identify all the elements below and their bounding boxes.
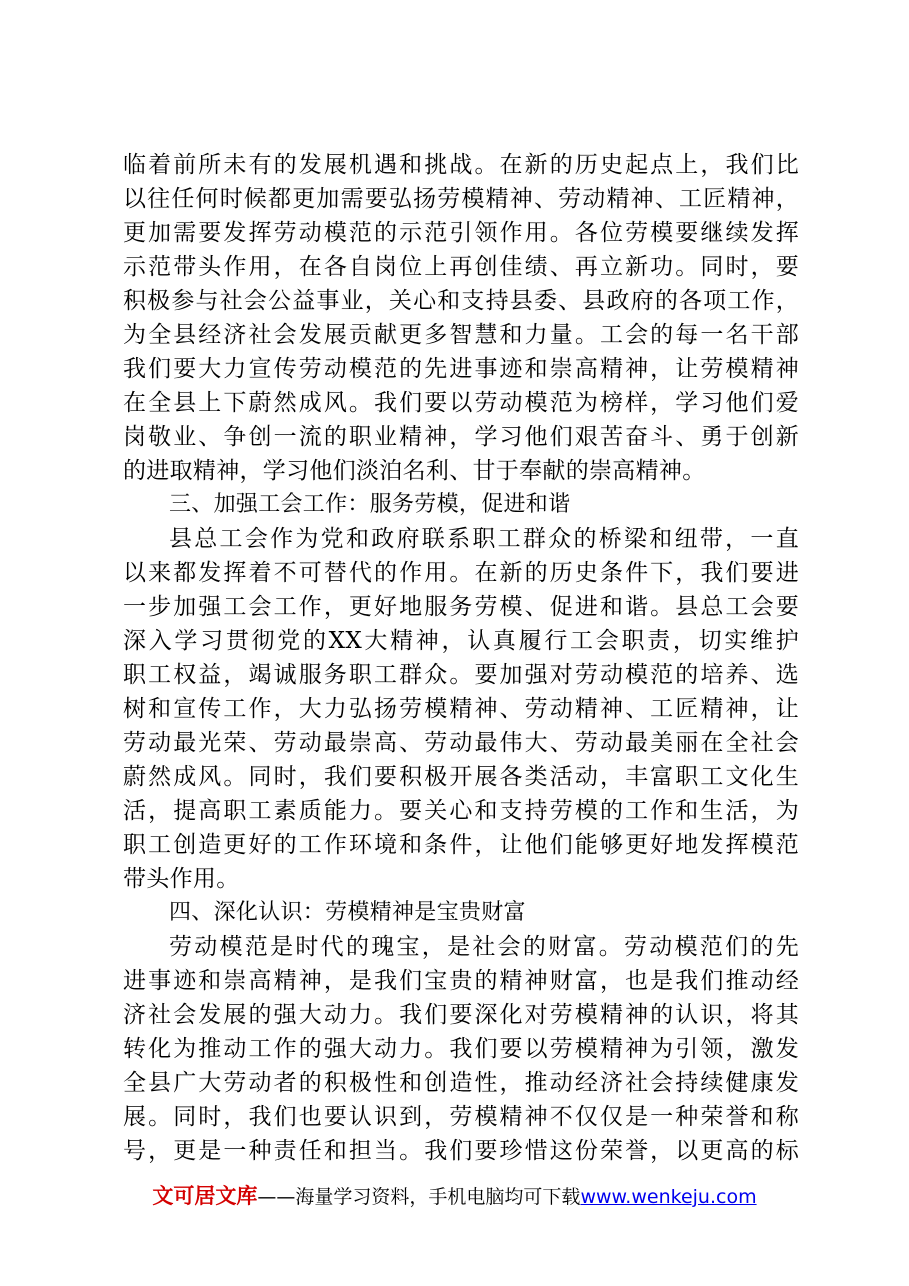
body-line: 积极参与社会公益事业，关心和支持县委、县政府的各项工作， <box>123 288 799 314</box>
body-line: 岗敬业、争创一流的职业精神，学习他们艰苦奋斗、勇于创新 <box>123 424 799 450</box>
body-line: 进事迹和崇高精神，是我们宝贵的精神财富，也是我们推动经 <box>123 968 799 994</box>
body-line: 展。同时，我们也要认识到，劳模精神不仅仅是一种荣誉和称 <box>123 1104 799 1130</box>
body-line: 我们要大力宣传劳动模范的先进事迹和崇高精神，让劳模精神 <box>123 356 799 382</box>
footer-brand: 文可居文库 <box>152 1184 258 1208</box>
body-line: 全县广大劳动者的积极性和创造性，推动经济社会持续健康发 <box>123 1070 799 1096</box>
body-line: 的进取精神，学习他们淡泊名利、甘于奉献的崇高精神。 <box>123 458 706 484</box>
body-line: 为全县经济社会发展贡献更多智慧和力量。工会的每一名干部 <box>123 322 799 348</box>
body-line: 树和宣传工作，大力弘扬劳模精神、劳动精神、工匠精神，让 <box>123 696 799 722</box>
document-body <box>123 148 799 1168</box>
body-line: 深入学习贯彻党的XX大精神，认真履行工会职责，切实维护 <box>123 628 799 654</box>
body-line: 在全县上下蔚然成风。我们要以劳动模范为榜样，学习他们爱 <box>123 390 799 416</box>
body-line: 劳动模范是时代的瑰宝，是社会的财富。劳动模范们的先 <box>169 934 799 960</box>
body-line: 更加需要发挥劳动模范的示范引领作用。各位劳模要继续发挥 <box>123 220 799 246</box>
footer-tagline: ——海量学习资料，手机电脑均可下载 <box>257 1186 581 1208</box>
body-line: 以往任何时候都更加需要弘扬劳模精神、劳动精神、工匠精神， <box>123 186 799 212</box>
body-line: 临着前所未有的发展机遇和挑战。在新的历史起点上，我们比 <box>123 152 799 178</box>
footer-url-link[interactable]: www.wenkeju.com <box>580 1186 757 1208</box>
body-line: 转化为推动工作的强大动力。我们要以劳模精神为引领，激发 <box>123 1036 799 1062</box>
body-line: 劳动最光荣、劳动最崇高、劳动最伟大、劳动最美丽在全社会 <box>123 730 799 756</box>
body-line: 活，提高职工素质能力。要关心和支持劳模的工作和生活，为 <box>123 798 799 824</box>
body-line: 一步加强工会工作，更好地服务劳模、促进和谐。县总工会要 <box>123 594 799 620</box>
body-line: 蔚然成风。同时，我们要积极开展各类活动，丰富职工文化生 <box>123 764 799 790</box>
section-heading-4: 四、深化认识：劳模精神是宝贵财富 <box>169 900 526 925</box>
section-heading-3: 三、加强工会工作：服务劳模，促进和谐 <box>169 492 571 517</box>
body-line: 县总工会作为党和政府联系职工群众的桥梁和纽带，一直 <box>169 526 799 552</box>
page-footer <box>0 1180 909 1210</box>
body-line: 以来都发挥着不可替代的作用。在新的历史条件下，我们要进 <box>123 560 799 586</box>
body-line: 示范带头作用，在各自岗位上再创佳绩、再立新功。同时，要 <box>123 254 799 280</box>
body-line: 职工创造更好的工作环境和条件，让他们能够更好地发挥模范 <box>123 832 799 858</box>
body-line: 职工权益，竭诚服务职工群众。要加强对劳动模范的培养、选 <box>123 662 799 688</box>
body-line: 带头作用。 <box>123 866 240 892</box>
body-line: 济社会发展的强大动力。我们要深化对劳模精神的认识，将其 <box>123 1002 799 1028</box>
body-line: 号，更是一种责任和担当。我们要珍惜这份荣誉，以更高的标 <box>123 1138 799 1164</box>
